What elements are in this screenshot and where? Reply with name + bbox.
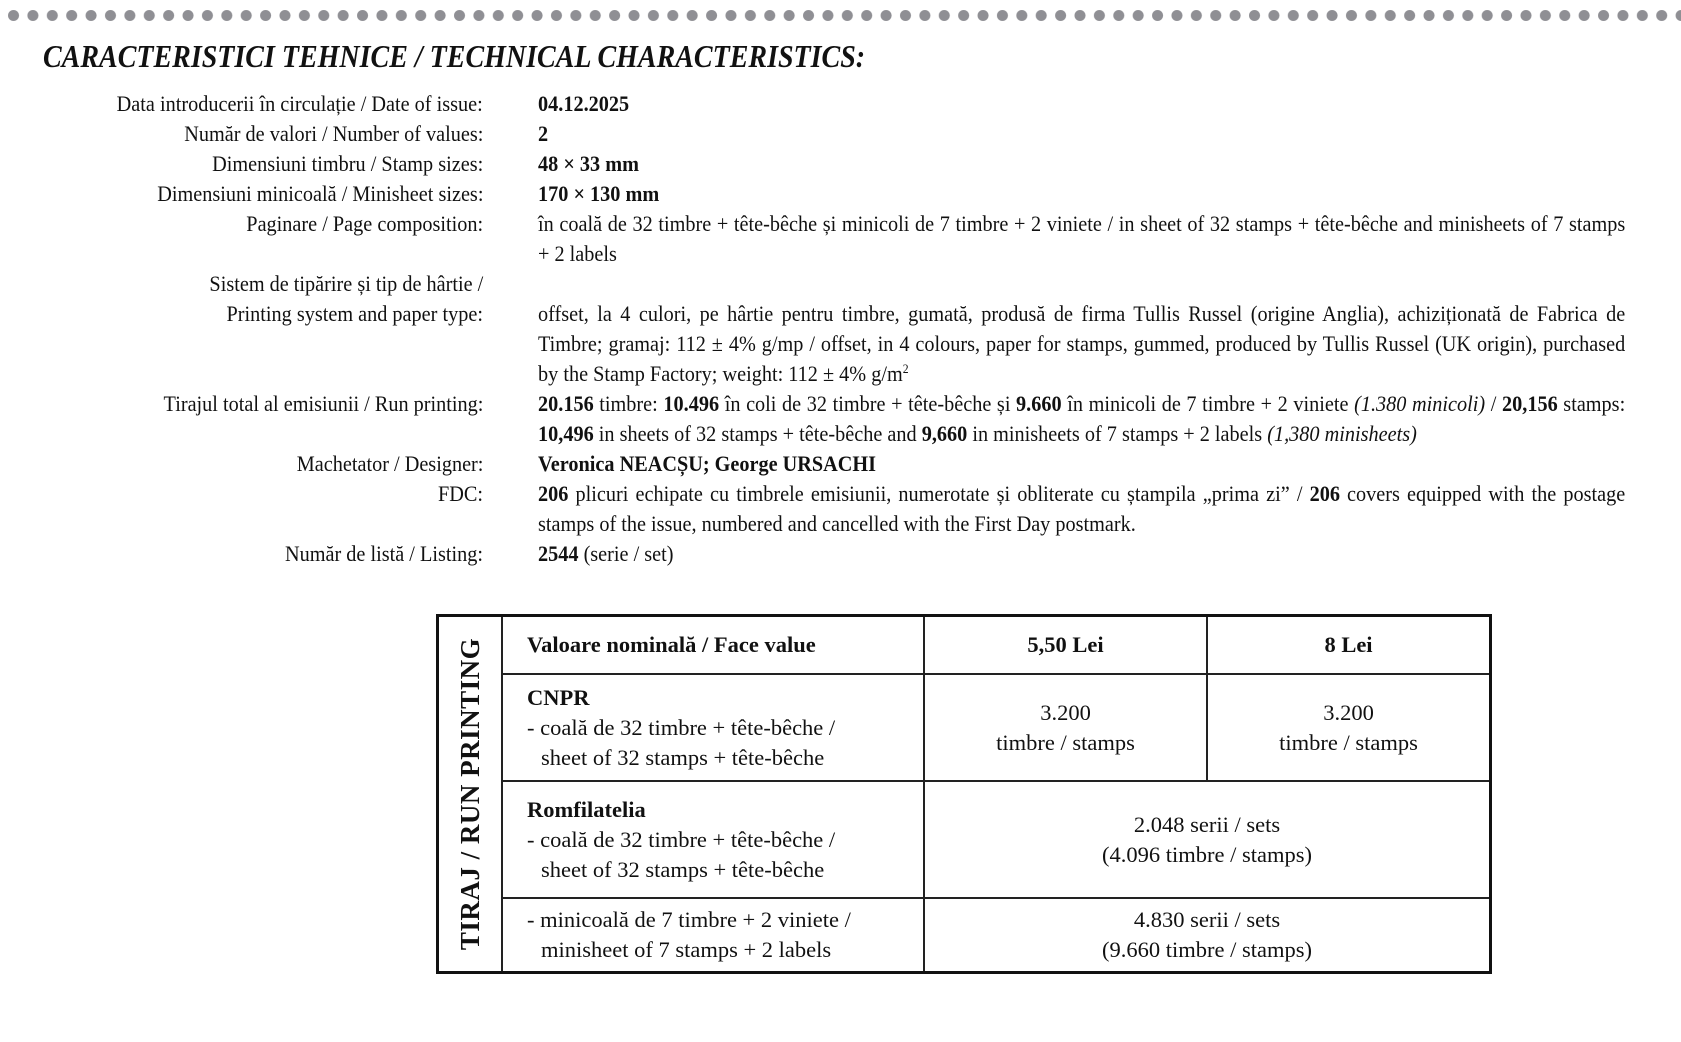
table-row-cnpr bbox=[438, 674, 1491, 781]
spec-value: Veronica NEACȘU; George URSACHI bbox=[538, 451, 877, 476]
spec-row-printing-system bbox=[0, 271, 1681, 389]
table-row-minisheet bbox=[438, 898, 1491, 973]
spec-row-minisheet-sizes bbox=[0, 179, 1681, 209]
page-title: CARACTERISTICI TEHNICE / TECHNICAL CHARACTERISTICS: bbox=[43, 38, 866, 74]
minisheet-description: - minicoală de 7 timbre + 2 viniete / minisheet of 7 stamps + 2 labels bbox=[502, 898, 924, 973]
spec-label-line1: Sistem de tipărire și tip de hârtie / bbox=[209, 271, 483, 296]
spec-label: Dimensiuni timbru / Stamp sizes: bbox=[211, 151, 483, 176]
header-face-value: Valoare nominală / Face value bbox=[502, 616, 924, 675]
header-value-1: 5,50 Lei bbox=[924, 616, 1207, 675]
spec-row-page-composition bbox=[0, 209, 1681, 269]
dotted-border-decoration bbox=[8, 10, 1681, 21]
spec-value: 2 bbox=[538, 121, 549, 146]
spec-value: în coală de 32 timbre + tête-bêche și minicoli de 7 timbre + 2 viniete / in sheet of 32 stamps + tête-bêche and minisheets of 7 stamps + 2 labels bbox=[538, 211, 1626, 266]
spec-row-stamp-sizes bbox=[0, 149, 1681, 179]
spec-row-designer bbox=[0, 449, 1681, 479]
spec-label: Paginare / Page composition: bbox=[246, 211, 483, 236]
spec-value: 20.156 timbre: 10.496 în coli de 32 timbre + tête-bêche și 9.660 în minicoli de 7 timbre + 2 viniete (1.380 minicoli) / 20,156 stamps: 10,496 in sheets of 32 stamps + tête-bêche and 9,660 in minisheets of 7 stamps + 2 labels (1,380 minisheets) bbox=[538, 391, 1626, 446]
technical-specs-list bbox=[0, 89, 1681, 569]
run-printing-table bbox=[436, 614, 1492, 974]
spec-label: Număr de valori / Number of values: bbox=[183, 121, 483, 146]
minisheet-value: 4.830 serii / sets (9.660 timbre / stamps) bbox=[924, 898, 1491, 973]
cnpr-description: CNPR - coală de 32 timbre + tête-bêche / sheet of 32 stamps + tête-bêche bbox=[502, 674, 924, 781]
cnpr-value-2: 3.200 timbre / stamps bbox=[1207, 674, 1491, 781]
spec-value: offset, la 4 culori, pe hârtie pentru timbre, gumată, produsă de firma Tullis Russel (origine Anglia), achiziționată de Fabrica de Timbre; gramaj: 112 ± 4% g/mp / offset, in 4 colours, paper for stamps, gummed, produced by Tullis Russel (UK origin), purchased by the Stamp Factory; weight: 112 ± 4% $g/m^2$ bbox=[538, 301, 1626, 386]
spec-label-line2: Printing system and paper type: bbox=[226, 301, 483, 326]
table-header-row bbox=[438, 616, 1491, 675]
run-printing-side-label: TIRAJ / RUN PRINTING bbox=[455, 637, 485, 951]
spec-value: 48 × 33 mm bbox=[538, 151, 639, 176]
run-printing-side-label-cell bbox=[438, 616, 503, 973]
spec-value: 170 × 130 mm bbox=[538, 181, 660, 206]
romfilatelia-description: Romfilatelia - coală de 32 timbre + tête-bêche / sheet of 32 stamps + tête-bêche bbox=[502, 781, 924, 898]
spec-value: 04.12.2025 bbox=[538, 91, 630, 116]
romfilatelia-value: 2.048 serii / sets (4.096 timbre / stamps) bbox=[924, 781, 1491, 898]
spec-label: Număr de listă / Listing: bbox=[285, 541, 483, 566]
spec-row-number-of-values bbox=[0, 119, 1681, 149]
spec-label: Data introducerii în circulație / Date of issue: bbox=[116, 91, 483, 116]
spec-row-fdc bbox=[0, 479, 1681, 539]
spec-row-date-of-issue bbox=[0, 89, 1681, 119]
spec-label: Dimensiuni minicoală / Minisheet sizes: bbox=[156, 181, 483, 206]
spec-value: 206 plicuri echipate cu timbrele emisiunii, numerotate și obliterate cu ștampila „prima zi” / 206 covers equipped with the postage stamps of the issue, numbered and cancelled with the First Day postmark. bbox=[538, 481, 1626, 536]
cnpr-value-1: 3.200 timbre / stamps bbox=[924, 674, 1207, 781]
table-row-romfilatelia bbox=[438, 781, 1491, 898]
spec-row-run-printing bbox=[0, 389, 1681, 449]
spec-label: FDC: bbox=[437, 481, 483, 506]
header-value-2: 8 Lei bbox=[1207, 616, 1491, 675]
spec-label: Machetator / Designer: bbox=[296, 451, 483, 476]
spec-label: Tirajul total al emisiunii / Run printing: bbox=[163, 391, 483, 416]
spec-row-listing bbox=[0, 539, 1681, 569]
spec-value: 2544 (serie / set) bbox=[538, 541, 674, 566]
